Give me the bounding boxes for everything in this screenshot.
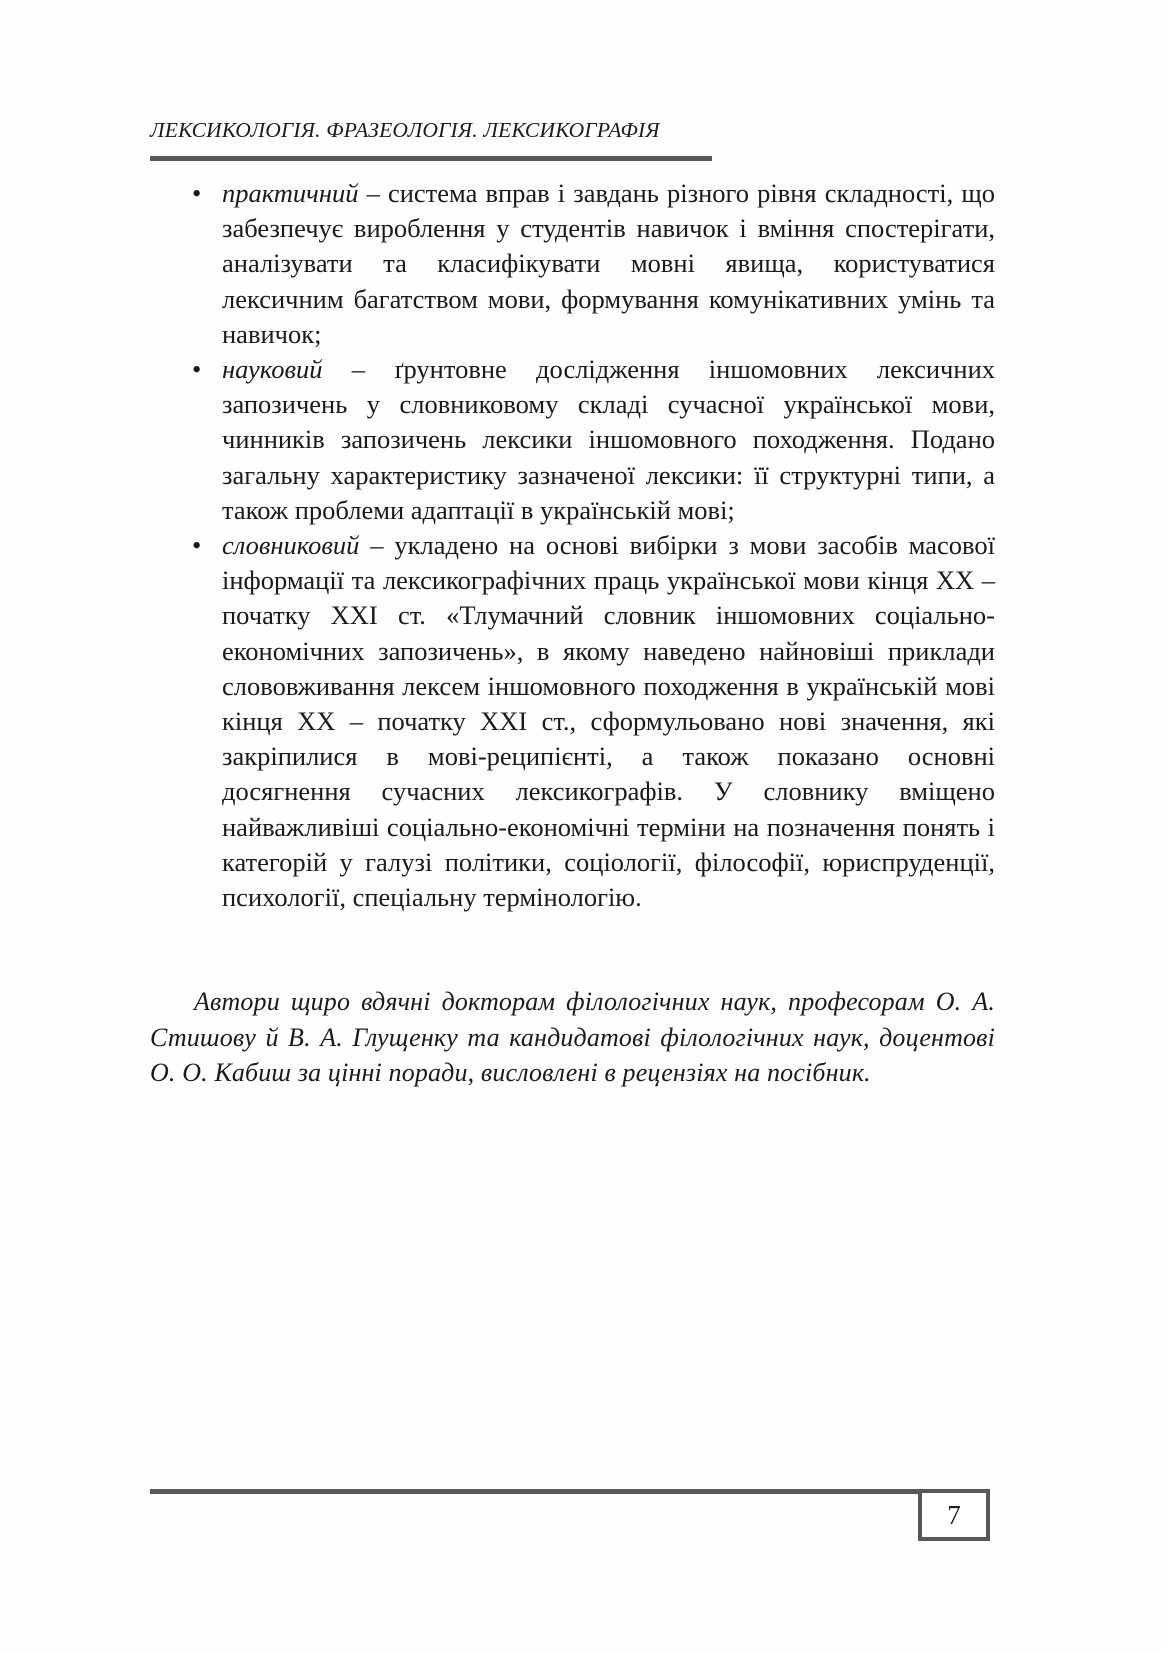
bullet-marker-icon: • <box>192 354 202 385</box>
running-head-title: ЛЕКСИКОЛОГІЯ. ФРАЗЕОЛОГІЯ. ЛЕКСИКОГРАФІЯ <box>150 118 660 142</box>
page-number: 7 <box>947 1499 961 1530</box>
acknowledgement-paragraph: Автори щиро вдячні докторам філологічних наук, професорам О. А. Стишову й В. А. Глущенку та кандидатові філологічних наук, доцентові О. О. Кабиш за цінні поради, висловлені в рецензіях на посібник. <box>150 987 995 1087</box>
list-item-term: словниковий <box>222 530 360 561</box>
page-number-box <box>918 1489 990 1541</box>
footer-divider-rule <box>150 1489 920 1494</box>
list-item-text: – ґрунтовне дослідження іншомовних лексичних запозичень у словниковому складі сучасної української мови, чинників запозичень лексики іншомовного походження. Подано загальну характеристику зазначеної лексики: її структурні типи, а також проблеми адаптації в українській мові; <box>222 354 995 525</box>
bullet-marker-icon: • <box>192 530 202 561</box>
list-item-term: науковий <box>222 354 323 385</box>
bullet-list <box>150 176 995 915</box>
list-item <box>150 528 995 915</box>
list-item-text: – укладено на основі вибірки з мови засобів масової інформації та лексикографічних праць української мови кінця XX – початку XXI ст. «Тлумачний словник іншомовних соціально-економічних запозичень», в якому наведено найновіші приклади слововживання лексем іншомовного походження в українській мові кінця XX – початку XXI ст., сформульовано нові значення, які закріпилися в мові-реципієнті, а також показано основні досягнення сучасних лексикографів. У словнику вміщено найважливіші соціально-економічні терміни на позначення понять і категорій у галузі політики, соціології, філософії, юриспруденції, психології, спеціальну термінологію. <box>222 530 995 913</box>
page-body <box>150 176 995 915</box>
header-divider-rule <box>150 156 712 161</box>
list-item-term: практичний <box>222 178 359 208</box>
bullet-marker-icon: • <box>192 178 202 208</box>
list-item <box>150 176 995 352</box>
running-head <box>150 118 990 143</box>
list-item <box>150 352 995 528</box>
list-item-text: – система вправ і завдань різного рівня складності, що забезпечує вироблення у студентів навичок і вміння спостерігати, аналізувати та класифікувати мовні явища, користуватися лексичним багатством мови, формування комунікативних умінь та навичок; <box>222 178 995 349</box>
